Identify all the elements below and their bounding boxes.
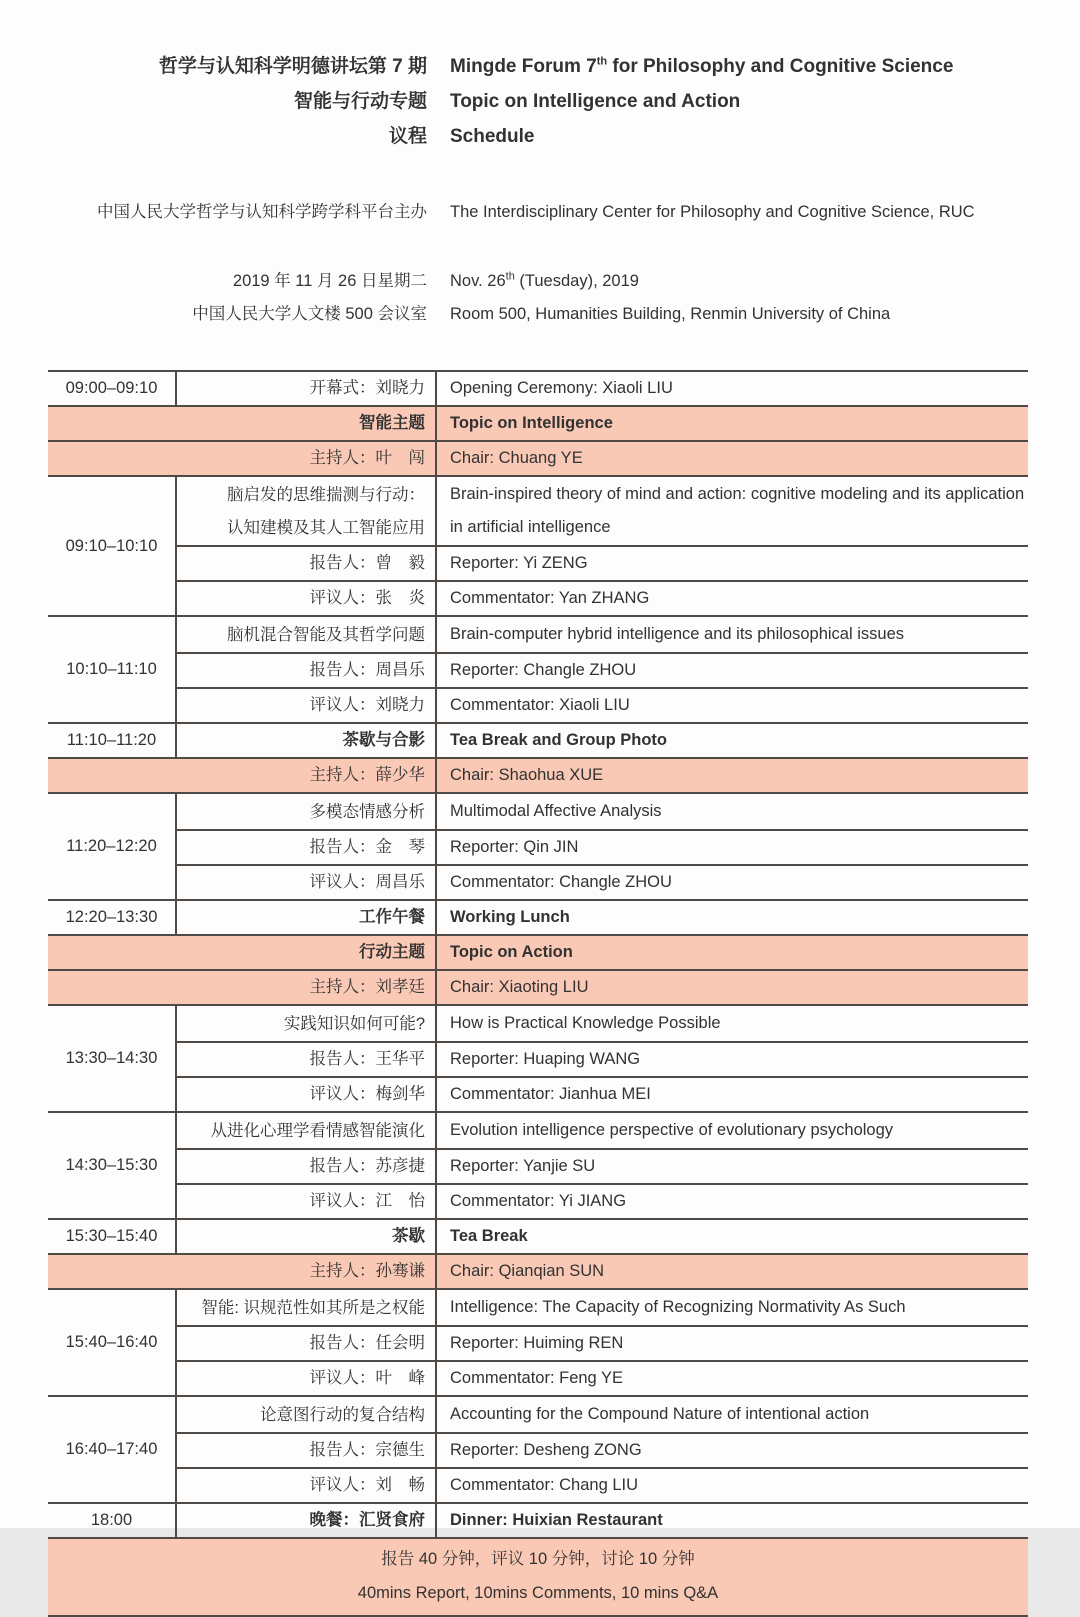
reporter-zh: 报告人：周昌乐 xyxy=(177,654,437,689)
session-title-en: Brain-inspired theory of mind and action: cognitive modeling and its application in artificial intelligence xyxy=(437,477,1028,547)
time-cell: 16:40–17:40 xyxy=(48,1397,177,1502)
session-row xyxy=(48,1006,1028,1113)
time-cell: 09:10–10:10 xyxy=(48,477,177,615)
session-title-zh xyxy=(177,794,437,831)
title-en-1-pre: Mingde Forum 7 xyxy=(450,56,597,77)
chair-band-row xyxy=(48,1255,1028,1290)
english-cell: Tea Break xyxy=(450,1227,528,1245)
time-cell: 15:40–16:40 xyxy=(48,1290,177,1395)
venue-zh: 中国人民大学人文楼 500 会议室 xyxy=(192,305,427,323)
reporter-en: Reporter: Desheng ZONG xyxy=(437,1434,1028,1469)
english-cell: Working Lunch xyxy=(450,908,570,926)
topic-band-row xyxy=(48,407,1028,442)
schedule-row xyxy=(48,724,1028,759)
english-cell: Chair: Chuang YE xyxy=(450,449,583,467)
commentator-zh: 评议人：叶 峰 xyxy=(177,1362,437,1395)
session-title-en: Evolution intelligence perspective of evolutionary psychology xyxy=(437,1113,1028,1150)
schedule-row xyxy=(48,1504,1028,1539)
commentator-en: Commentator: Chang LIU xyxy=(450,1476,639,1494)
note-zh: 报告 40 分钟，评议 10 分钟，讨论 10 分钟 xyxy=(381,1550,695,1568)
title-line-2 xyxy=(48,84,1028,119)
session-title-zh xyxy=(177,1397,437,1434)
session-title-zh-line: 论意图行动的复合结构 xyxy=(260,1406,425,1424)
commentator-zh: 评议人：刘 畅 xyxy=(177,1469,437,1502)
organizer-en: The Interdisciplinary Center for Philosophy and Cognitive Science, RUC xyxy=(450,203,975,221)
session-title-zh-line: 实践知识如何可能? xyxy=(283,1015,425,1033)
chair-band-row xyxy=(48,971,1028,1006)
title-en-1-post: for Philosophy and Cognitive Science xyxy=(607,56,954,77)
session-title-zh xyxy=(177,617,437,654)
commentator-en: Commentator: Xiaoli LIU xyxy=(450,696,630,714)
commentator-zh: 评议人：江 怡 xyxy=(177,1185,437,1218)
session-title-en: Multimodal Affective Analysis xyxy=(437,794,1028,831)
session-title-zh xyxy=(177,1006,437,1043)
english-cell: Dinner: Huixian Restaurant xyxy=(450,1511,663,1529)
time-cell: 11:20–12:20 xyxy=(48,794,177,899)
date-en-post: (Tuesday), 2019 xyxy=(514,272,639,290)
title-block xyxy=(48,49,1028,154)
reporter-zh: 报告人：金 琴 xyxy=(177,831,437,866)
session-title-en: Brain-computer hybrid intelligence and its philosophical issues xyxy=(437,617,1028,654)
chair-band-row xyxy=(48,442,1028,477)
commentator-zh: 评议人：梅剑华 xyxy=(177,1078,437,1111)
chinese-cell: 主持人：刘孝廷 xyxy=(48,971,437,1004)
chinese-cell: 行动主题 xyxy=(48,936,437,969)
time-cell: 18:00 xyxy=(48,1504,177,1537)
title-zh-1: 哲学与认知科学明德讲坛第 7 期 xyxy=(158,56,427,77)
title-zh-3: 议程 xyxy=(388,126,427,147)
session-row xyxy=(48,1290,1028,1397)
chinese-cell: 工作午餐 xyxy=(177,901,437,934)
chinese-cell: 主持人：薛少华 xyxy=(48,759,437,792)
session-row xyxy=(48,477,1028,617)
time-cell: 09:00–09:10 xyxy=(48,372,177,405)
note-en: 40mins Report, 10mins Comments, 10 mins Q&A xyxy=(357,1584,719,1602)
chinese-cell: 茶歇 xyxy=(177,1220,437,1253)
commentator-zh: 评议人：刘晓力 xyxy=(177,689,437,722)
reporter-en: Reporter: Huaping WANG xyxy=(437,1043,1028,1078)
title-en-2: Topic on Intelligence and Action xyxy=(450,91,741,112)
session-title-zh xyxy=(177,477,437,547)
session-title-en: Intelligence: The Capacity of Recognizing Normativity As Such xyxy=(437,1290,1028,1327)
session-row xyxy=(48,794,1028,901)
session-title-zh-line: 智能: 识规范性如其所是之权能 xyxy=(201,1299,425,1317)
commentator-en: Commentator: Yan ZHANG xyxy=(450,589,650,607)
title-line-3 xyxy=(48,119,1028,154)
english-cell: Chair: Xiaoting LIU xyxy=(450,978,589,996)
schedule-row xyxy=(48,1220,1028,1255)
commentator-zh: 评议人：张 炎 xyxy=(177,582,437,615)
reporter-en: Reporter: Changle ZHOU xyxy=(437,654,1028,689)
venue-line xyxy=(48,298,1028,331)
english-cell: Topic on Action xyxy=(450,943,573,961)
chinese-cell: 主持人：孙骞谦 xyxy=(48,1255,437,1288)
chinese-cell: 开幕式：刘晓力 xyxy=(177,372,437,405)
reporter-en: Reporter: Yanjie SU xyxy=(437,1150,1028,1185)
english-cell: Opening Ceremony: Xiaoli LIU xyxy=(450,379,673,397)
schedule-row xyxy=(48,372,1028,407)
reporter-zh: 报告人：苏彦捷 xyxy=(177,1150,437,1185)
title-zh-2: 智能与行动专题 xyxy=(293,91,427,112)
title-en-1 xyxy=(437,49,1028,84)
time-cell: 12:20–13:30 xyxy=(48,901,177,934)
commentator-en: Commentator: Changle ZHOU xyxy=(450,873,672,891)
schedule-row xyxy=(48,901,1028,936)
session-title-zh-line: 认知建模及其人工智能应用 xyxy=(227,519,425,537)
reporter-en: Reporter: Qin JIN xyxy=(437,831,1028,866)
english-cell: Chair: Shaohua XUE xyxy=(450,766,604,784)
commentator-en: Commentator: Yi JIANG xyxy=(450,1192,627,1210)
time-cell: 15:30–15:40 xyxy=(48,1220,177,1253)
title-line-1 xyxy=(48,49,1028,84)
chinese-cell: 晚餐：汇贤食府 xyxy=(177,1504,437,1537)
venue-en: Room 500, Humanities Building, Renmin University of China xyxy=(450,305,891,323)
english-cell: Topic on Intelligence xyxy=(450,414,613,432)
commentator-en: Commentator: Feng YE xyxy=(450,1369,624,1387)
session-title-zh xyxy=(177,1290,437,1327)
reporter-zh: 报告人：曾 毅 xyxy=(177,547,437,582)
chinese-cell: 茶歇与合影 xyxy=(177,724,437,757)
time-cell: 14:30–15:30 xyxy=(48,1113,177,1218)
reporter-zh: 报告人：宗德生 xyxy=(177,1434,437,1469)
document-header xyxy=(0,0,1080,331)
session-row xyxy=(48,617,1028,724)
session-title-zh-line: 脑机混合智能及其哲学问题 xyxy=(227,626,425,644)
date-en-sup: th xyxy=(505,270,515,283)
commentator-en: Commentator: Jianhua MEI xyxy=(450,1085,651,1103)
organizer-line xyxy=(48,201,1028,223)
reporter-zh: 报告人：任会明 xyxy=(177,1327,437,1362)
footer-note-row xyxy=(48,1539,1028,1617)
session-title-zh-line: 多模态情感分析 xyxy=(309,803,425,821)
date-zh: 2019 年 11 月 26 日星期二 xyxy=(232,272,427,290)
commentator-zh: 评议人：周昌乐 xyxy=(177,866,437,899)
time-cell: 11:10–11:20 xyxy=(48,724,177,757)
session-row xyxy=(48,1113,1028,1220)
session-title-en: Accounting for the Compound Nature of intentional action xyxy=(437,1397,1028,1434)
reporter-en: Reporter: Yi ZENG xyxy=(437,547,1028,582)
date-line xyxy=(48,265,1028,298)
session-row xyxy=(48,1397,1028,1504)
organizer-zh: 中国人民大学哲学与认知科学跨学科平台主办 xyxy=(97,203,427,221)
date-en-pre: Nov. 26 xyxy=(450,272,506,290)
chinese-cell: 智能主题 xyxy=(48,407,437,440)
session-title-zh-line: 脑启发的思维揣测与行动： xyxy=(227,486,425,504)
schedule-table xyxy=(48,370,1028,1617)
session-title-zh-line: 从进化心理学看情感智能演化 xyxy=(210,1122,425,1140)
session-title-en: How is Practical Knowledge Possible xyxy=(437,1006,1028,1043)
reporter-en: Reporter: Huiming REN xyxy=(437,1327,1028,1362)
session-title-zh xyxy=(177,1113,437,1150)
datetime-block xyxy=(48,265,1028,331)
english-cell: Chair: Qianqian SUN xyxy=(450,1262,605,1280)
title-en-1-sup: th xyxy=(596,55,608,68)
chinese-cell: 主持人：叶 闯 xyxy=(48,442,437,475)
reporter-zh: 报告人：王华平 xyxy=(177,1043,437,1078)
title-en-3: Schedule xyxy=(450,126,535,147)
english-cell: Tea Break and Group Photo xyxy=(450,731,667,749)
chair-band-row xyxy=(48,759,1028,794)
topic-band-row xyxy=(48,936,1028,971)
time-cell: 10:10–11:10 xyxy=(48,617,177,722)
date-en xyxy=(437,265,1028,298)
time-cell: 13:30–14:30 xyxy=(48,1006,177,1111)
